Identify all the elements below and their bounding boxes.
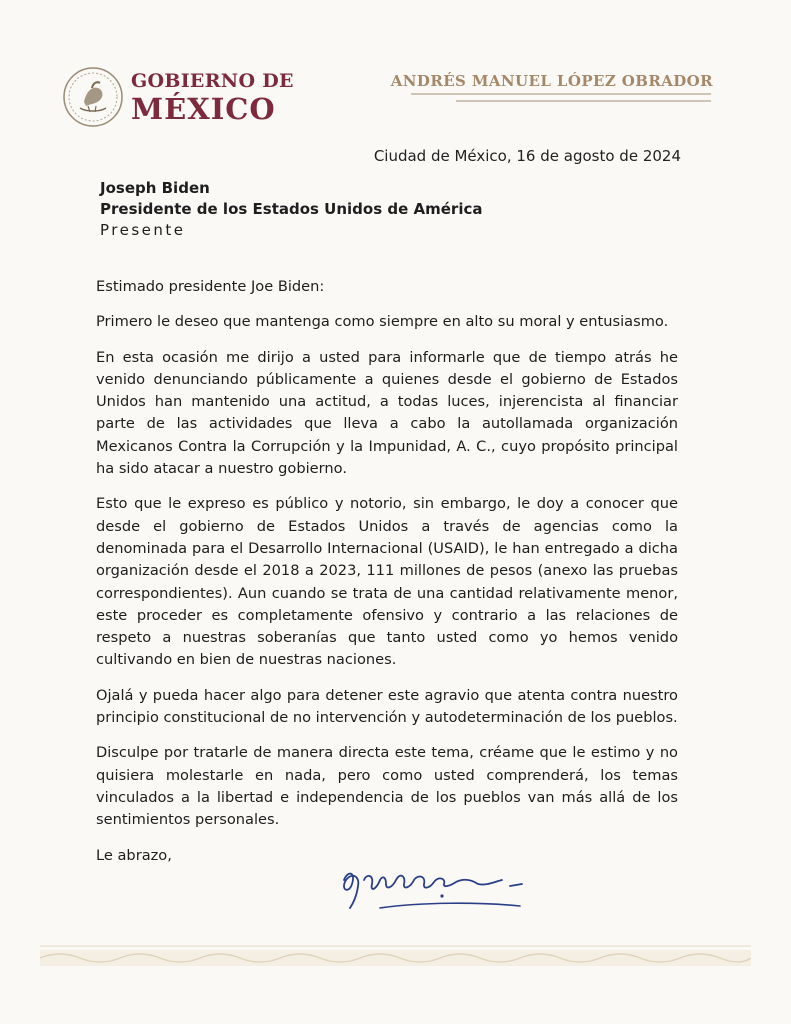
recipient-name: Joseph Biden [100,179,210,197]
closing: Le abrazo, [96,846,172,864]
gov-line-2: MÉXICO [131,92,276,126]
paragraph-5: Disculpe por tratarle de manera directa este tema, créame que le estimo y no quisiera molestarle en nada, pero como usted comprenderá, los temas vinculados a la libertad e independencia de los pueblos van más allá de los sentimientos personales. [96,744,678,829]
paragraph-3: Esto que le expreso es público y notorio, sin embargo, le doy a conocer que desde el gobierno de Estados Unidos a través de agencias como la denominada para el Desarrollo Internacional (USAID), le han entregado a dicha organización desde el 2018 a 2023, 111 millones de pesos (anexo las pruebas correspondientes). Aun cuando se trata de una cantidad relativamente menor, este proceder es completamente ofensivo y contrario a las relaciones de respeto a nuestras soberanías que tanto usted como yo hemos venido cultivando en bien de nuestras naciones. [96,495,678,669]
sender-name: ANDRÉS MANUEL LÓPEZ OBRADOR [390,72,713,90]
recipient-title: Presidente de los Estados Unidos de América [100,200,483,218]
handwritten-signature [330,850,550,920]
paragraph-4: Ojalá y pueda hacer algo para detener este agravio que atenta contra nuestro principio constitucional de no intervención y autodeterminación de los pueblos. [96,686,678,727]
mexico-coat-of-arms-icon [62,66,124,128]
letter-body [96,276,678,880]
recipient-presente: Presente [100,221,186,239]
government-logo-text [131,72,294,124]
date-line: Ciudad de México, 16 de agosto de 2024 [373,147,681,165]
decorative-footer-band [40,944,751,970]
recipient-block [100,178,482,241]
paragraph-1: Primero le deseo que mantenga como siempre en alto su moral y entusiasmo. [96,313,669,331]
sender-subtitle-faint [411,93,711,109]
salutation: Estimado presidente Joe Biden: [96,278,325,295]
gov-line-1: GOBIERNO DE [131,70,294,92]
paragraph-2: En esta ocasión me dirijo a usted para informarle que de tiempo atrás he venido denunciando públicamente a quienes desde el gobierno de Estados Unidos han mantenido una actitud, a todas luces, injerencista al financiar parte de las actividades que lleva a cabo la autollamada organización Mexicanos Contra la Corrupción y la Impunidad, A. C., cuyo propósito principal ha sido atacar a nuestro gobierno. [96,348,678,478]
